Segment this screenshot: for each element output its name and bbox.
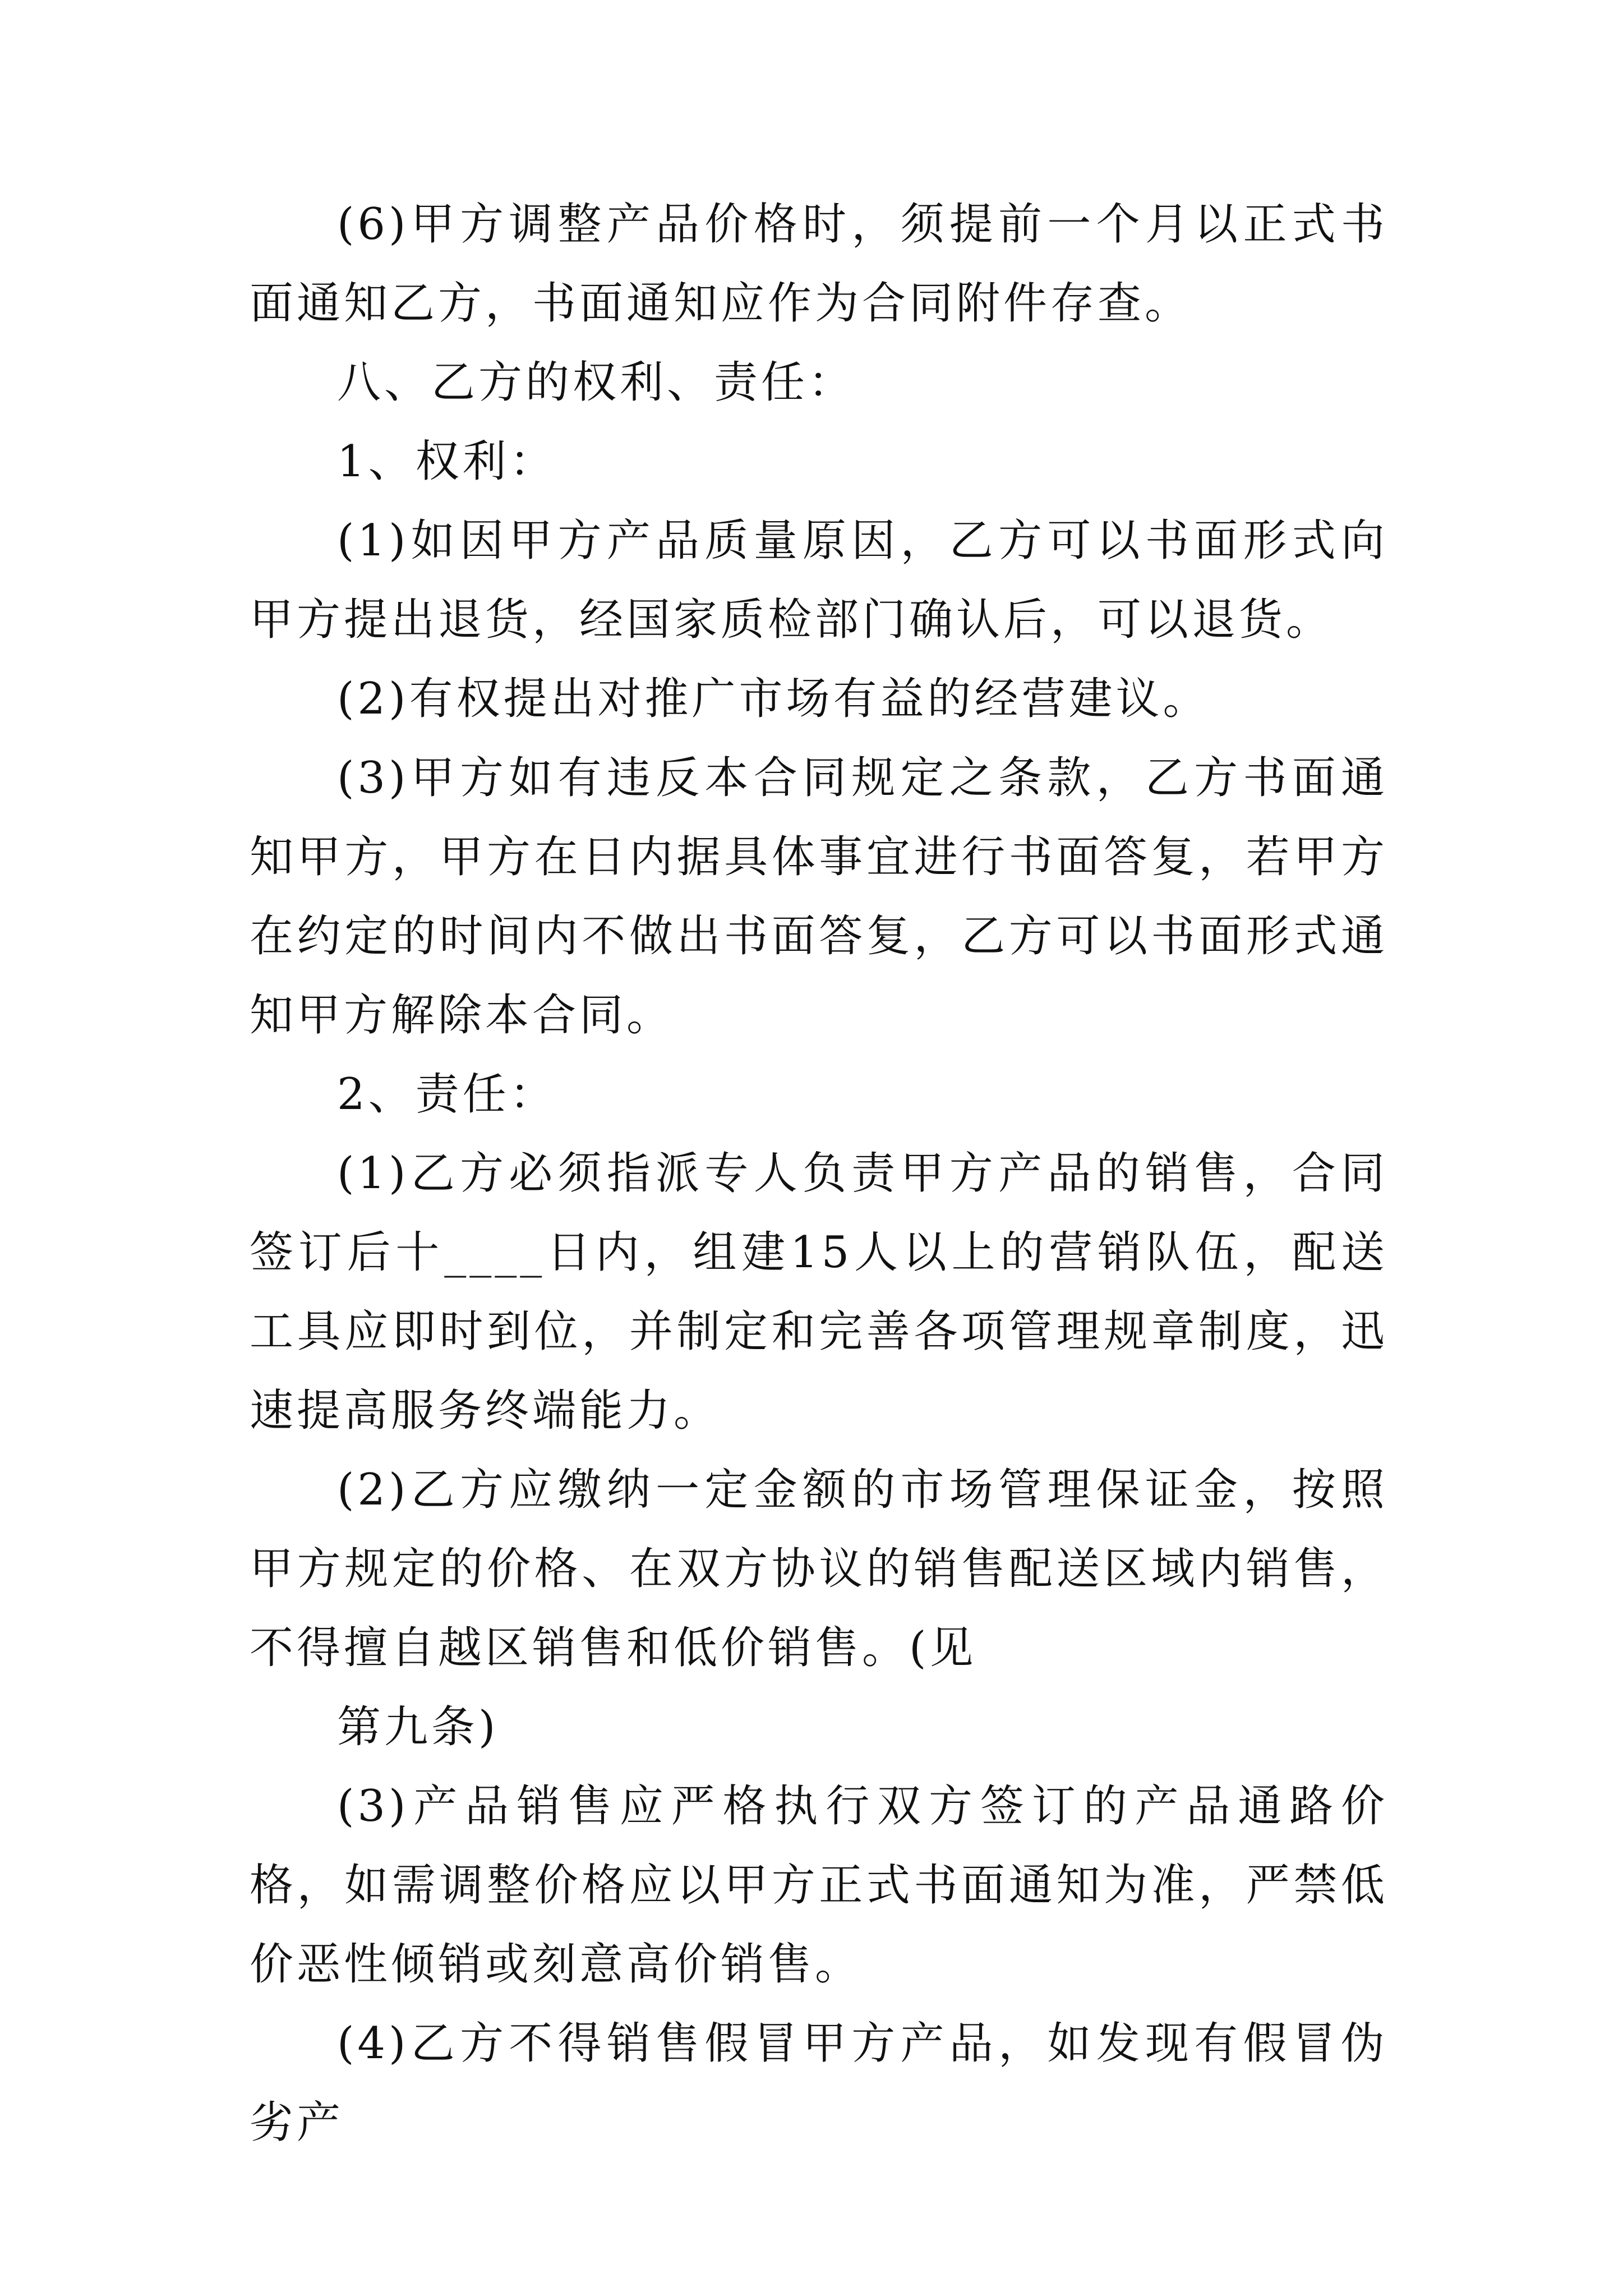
paragraph-business-suggestions: (2)有权提出对推广市场有益的经营建议。: [337, 674, 1210, 724]
document-body: [250, 185, 1388, 2162]
paragraph-contract-termination: (3)甲方如有违反本合同规定之条款，乙方书面通知甲方，甲方在日内据具体事宜进行书面答复，若甲方在约定的时间内不做出书面答复，乙方可以书面形式通知甲方解除本合同。: [250, 753, 1388, 1041]
paragraph-return-goods: (1)如因甲方产品质量原因，乙方可以书面形式向甲方提出退货，经国家质检部门确认后，可以退货。: [250, 516, 1388, 645]
paragraph-security-deposit: (2)乙方应缴纳一定金额的市场管理保证金，按照甲方规定的价格、在双方协议的销售配送区域内销售，不得擅自越区销售和低价销售。(见: [250, 1465, 1388, 1673]
subheading-responsibilities: 2、责任：: [337, 1069, 557, 1120]
subheading-rights: 1、权利：: [337, 436, 557, 487]
paragraph-reference-article-nine: 第九条): [337, 1702, 499, 1752]
paragraph-sales-team: (1)乙方必须指派专人负责甲方产品的销售，合同签订后十____日内，组建15人以上的营销队伍，配送工具应即时到位，并制定和完善各项管理规章制度，迅速提高服务终端能力。: [250, 1148, 1388, 1436]
paragraph-counterfeit-products: (4)乙方不得销售假冒甲方产品，如发现有假冒伪劣产: [250, 2018, 1388, 2148]
paragraph-price-adjustment: (6)甲方调整产品价格时，须提前一个月以正式书面通知乙方，书面通知应作为合同附件存查。: [250, 199, 1388, 329]
section-heading-party-b-rights: 八、乙方的权利、责任：: [337, 357, 856, 408]
paragraph-channel-pricing: (3)产品销售应严格执行双方签订的产品通路价格，如需调整价格应以甲方正式书面通知为准，严禁低价恶性倾销或刻意高价销售。: [250, 1781, 1388, 1990]
